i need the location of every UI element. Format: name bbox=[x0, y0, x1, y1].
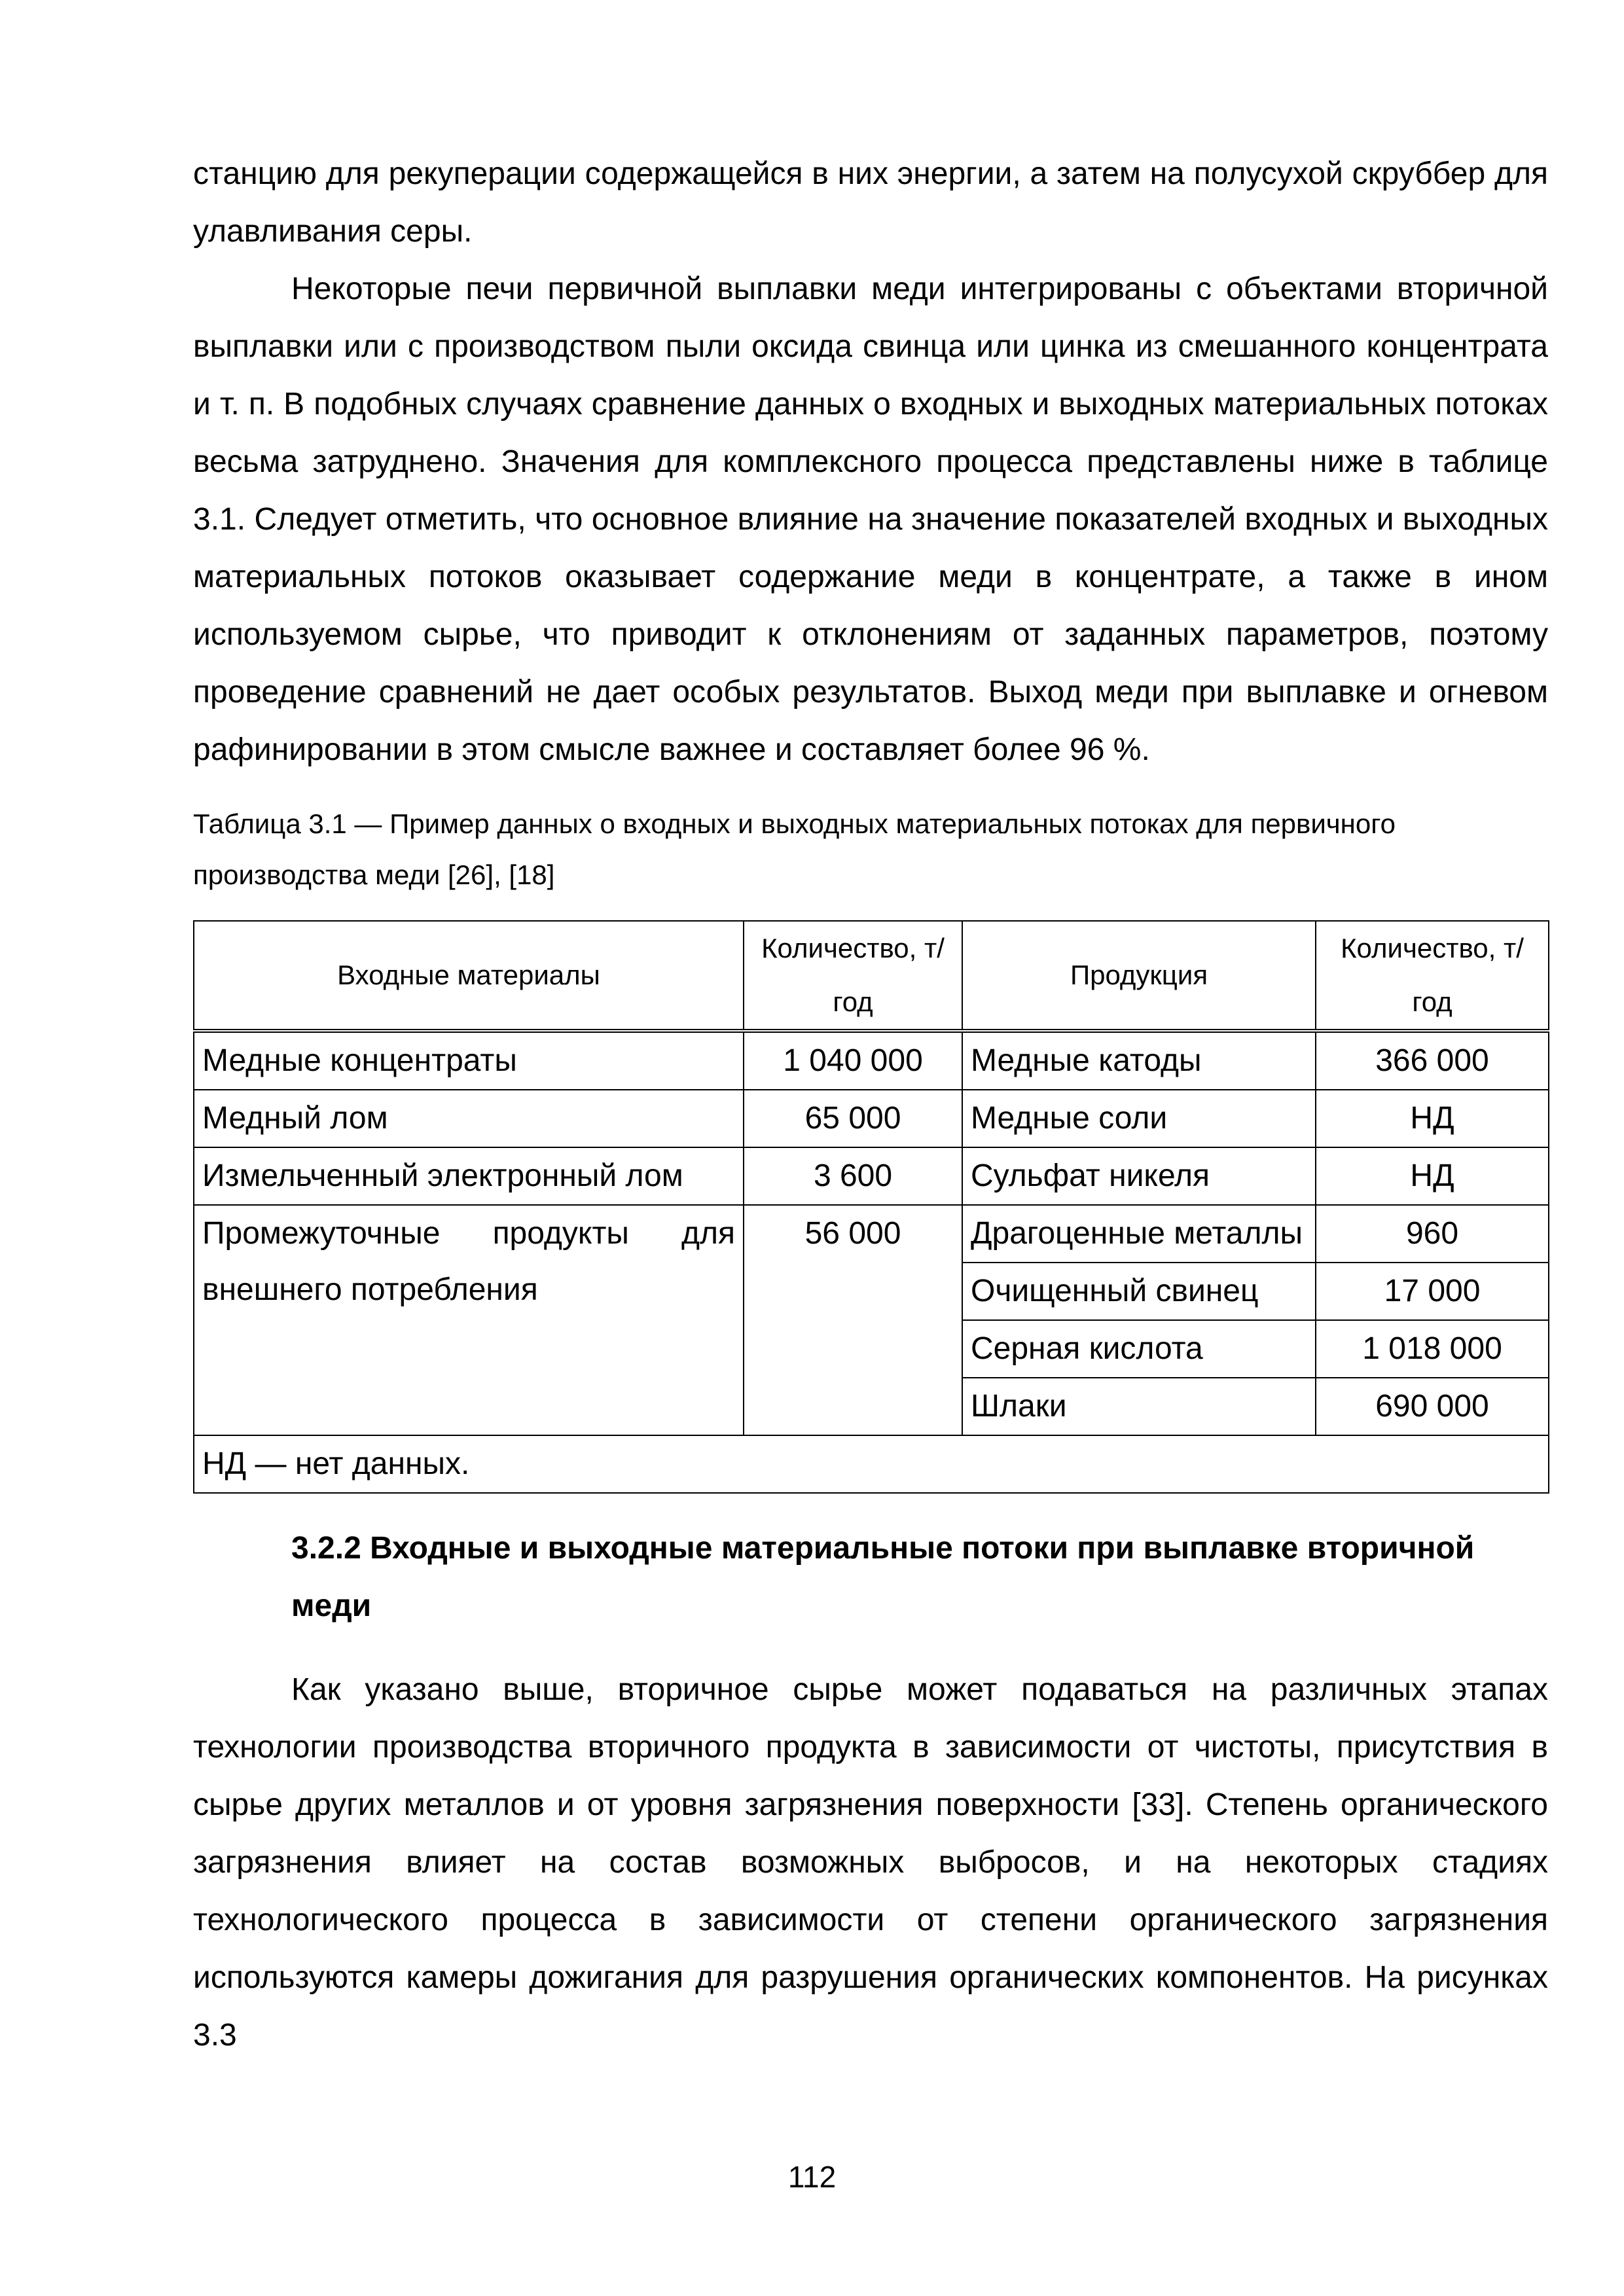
table-header-row bbox=[194, 921, 1549, 1031]
output-name: Сульфат никеля bbox=[962, 1147, 1316, 1205]
output-qty: 366 000 bbox=[1316, 1031, 1549, 1090]
output-name: Драгоценные металлы bbox=[962, 1205, 1316, 1263]
header-inputs: Входные материалы bbox=[194, 921, 744, 1031]
input-qty: 1 040 000 bbox=[744, 1031, 962, 1090]
section-heading: 3.2.2 Входные и выходные материальные потоки при выплавке вторичной меди bbox=[291, 1531, 1475, 1623]
table-footnote: НД — нет данных. bbox=[194, 1435, 1549, 1493]
table-row bbox=[194, 1147, 1549, 1205]
table-row bbox=[194, 1090, 1549, 1147]
table-caption: Таблица 3.1 — Пример данных о входных и выходных материальных потоках для первичного производства меди [26], [18] bbox=[193, 808, 1396, 890]
output-qty: 17 000 bbox=[1316, 1263, 1549, 1320]
input-name: Медные концентраты bbox=[194, 1031, 744, 1090]
output-name: Медные соли bbox=[962, 1090, 1316, 1147]
input-qty: 65 000 bbox=[744, 1090, 962, 1147]
header-input-qty: Количество, т/год bbox=[744, 921, 962, 1031]
output-qty: 1 018 000 bbox=[1316, 1320, 1549, 1378]
paragraph-continuation: станцию для рекуперации содержащейся в них энергии, а затем на полусухой скруббер для улавливания серы. bbox=[193, 156, 1548, 249]
output-name: Серная кислота bbox=[962, 1320, 1316, 1378]
input-name: Измельченный электронный лом bbox=[194, 1147, 744, 1205]
output-qty: 960 bbox=[1316, 1205, 1549, 1263]
input-qty: 56 000 bbox=[744, 1205, 962, 1435]
document-page bbox=[193, 145, 1548, 2064]
input-name: Медный лом bbox=[194, 1090, 744, 1147]
input-qty: 3 600 bbox=[744, 1147, 962, 1205]
output-name: Медные катоды bbox=[962, 1031, 1316, 1090]
paragraph-primary-smelting: Некоторые печи первичной выплавки меди интегрированы с объектами вторичной выплавки или с производством пыли оксида свинца или цинка из смешанного концентрата и т. п. В подобных случаях сравнение данных о входных и выходных материальных потоках весьма затруднено. Значения для комплексного процесса представлены ниже в таблице 3.1. Следует отметить, что основное влияние на значение показателей входных и выходных материальных потоков оказывает содержание меди в концентрате, а также в ином используемом сырье, что приводит к отклонениям от заданных параметров, поэтому проведение сравнений не дает особых результатов. Выход меди при выплавке и огневом рафинировании в этом смысле важнее и составляет более 96 %. bbox=[193, 272, 1548, 767]
material-flows-table bbox=[193, 920, 1549, 1494]
header-products: Продукция bbox=[962, 921, 1316, 1031]
output-name: Очищенный свинец bbox=[962, 1263, 1316, 1320]
table-row bbox=[194, 1205, 1549, 1263]
output-qty: НД bbox=[1316, 1090, 1549, 1147]
output-name: Шлаки bbox=[962, 1378, 1316, 1435]
output-qty: 690 000 bbox=[1316, 1378, 1549, 1435]
input-name: Промежуточные продукты для внешнего потребления bbox=[194, 1205, 744, 1435]
paragraph-secondary-smelting: Как указано выше, вторичное сырье может подаваться на различных этапах технологии производства вторичного продукта в зависимости от чистоты, присутствия в сырье других металлов и от уровня загрязнения поверхности [33]. Степень органического загрязнения влияет на состав возможных выбросов, и на некоторых стадиях технологического процесса в зависимости от степени органического загрязнения используются камеры дожигания для разрушения органических компонентов. На рисунках 3.3 bbox=[193, 1672, 1548, 2053]
output-qty: НД bbox=[1316, 1147, 1549, 1205]
table-row bbox=[194, 1031, 1549, 1090]
table-footnote-row bbox=[194, 1435, 1549, 1493]
header-product-qty: Количество, т/год bbox=[1316, 921, 1549, 1031]
page-number: 112 bbox=[787, 2160, 837, 2194]
